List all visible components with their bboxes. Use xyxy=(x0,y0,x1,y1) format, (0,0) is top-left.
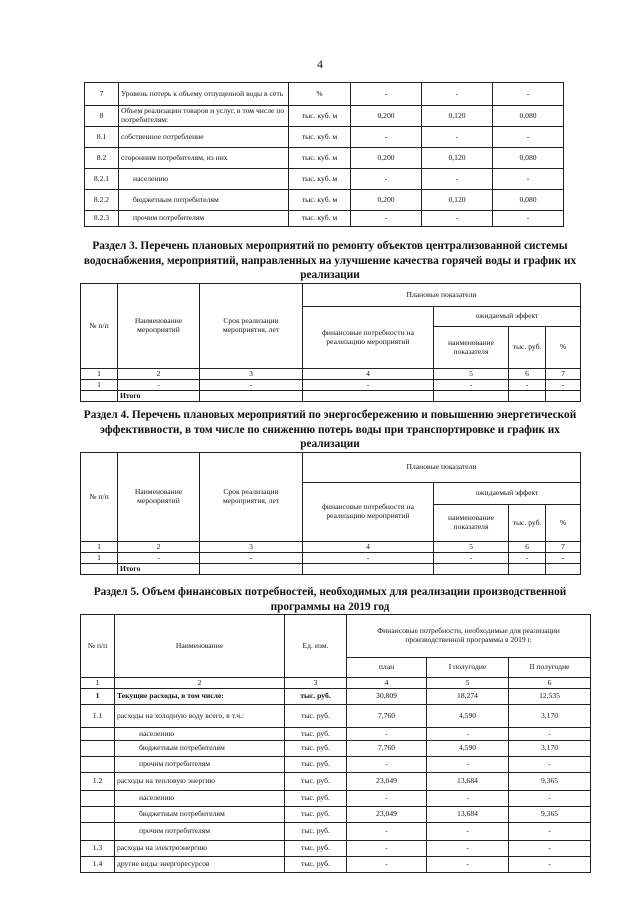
table-row xyxy=(85,211,564,227)
row-number: 8.2.2 xyxy=(85,190,119,211)
cell: - xyxy=(200,380,303,391)
row-name: населению xyxy=(115,791,285,807)
row-name: прочим потребителям xyxy=(115,823,285,841)
row-value: - xyxy=(493,127,564,148)
row-value: 0,080 xyxy=(493,190,564,211)
row-h1: 13,684 xyxy=(427,807,509,823)
cell: 6 xyxy=(509,542,546,553)
row-h2: - xyxy=(509,728,591,741)
table-row xyxy=(85,148,564,169)
header-name: Наименование мероприятий xyxy=(118,453,200,542)
row-value: - xyxy=(493,211,564,227)
cell: - xyxy=(118,553,200,564)
row-unit: тыс. руб. xyxy=(285,791,347,807)
row-number: 8.2 xyxy=(85,148,119,169)
row-value: 0,120 xyxy=(422,190,493,211)
row-h1: - xyxy=(427,728,509,741)
header-term: Срок реализации мероприятия, лет xyxy=(200,284,303,369)
production-volume-table xyxy=(84,82,564,227)
row-h2: - xyxy=(509,857,591,873)
row-name: Текущие расходы, в том числе: xyxy=(115,689,285,705)
row-name: бюджетным потребителям xyxy=(119,190,289,211)
cell: 3 xyxy=(200,542,303,553)
row-unit: тыс. куб. м xyxy=(289,211,351,227)
table-row xyxy=(85,83,564,106)
row-unit: тыс. куб. м xyxy=(289,127,351,148)
header-unit: Ед. изм. xyxy=(285,615,347,678)
row-value: - xyxy=(422,83,493,106)
row-number: 8.2.3 xyxy=(85,211,119,227)
row-number xyxy=(81,791,115,807)
cell: 2 xyxy=(118,369,200,380)
row-number: 8.1 xyxy=(85,127,119,148)
cell: - xyxy=(200,553,303,564)
row-unit: % xyxy=(289,83,351,106)
row-unit: тыс. руб. xyxy=(285,841,347,857)
section3-title: Раздел 3. Перечень плановых мероприятий по ремонту объектов централизованной системы водоснабжения, мероприятий, направленных на улучшение качества горячей воды и график их реализации xyxy=(83,240,577,281)
row-name: населению xyxy=(115,728,285,741)
row-value: - xyxy=(493,83,564,106)
header-fin: Финансовые потребности, необходимые для реализации производственной программы в 2019 г. xyxy=(347,615,591,658)
cell: - xyxy=(509,380,546,391)
column-numbers xyxy=(81,678,591,689)
row-h2: 3,170 xyxy=(509,741,591,757)
row-value: 0,120 xyxy=(422,106,493,127)
table-row xyxy=(81,705,591,728)
table-row xyxy=(85,169,564,190)
total-label: Итого xyxy=(118,564,200,575)
table-row xyxy=(81,757,591,773)
table-row xyxy=(85,190,564,211)
row-h1: 13,684 xyxy=(427,773,509,791)
row-unit: тыс. руб. xyxy=(285,807,347,823)
table-row xyxy=(85,127,564,148)
row-value: 0,080 xyxy=(493,148,564,169)
row-value: - xyxy=(351,211,422,227)
cell: 2 xyxy=(115,678,285,689)
row-value: - xyxy=(351,83,422,106)
row-plan: - xyxy=(347,728,427,741)
row-name: другие виды энергоресурсов xyxy=(115,857,285,873)
header-name: Наименование xyxy=(115,615,285,678)
row-number: 8.2.1 xyxy=(85,169,119,190)
header-effect: ожидаемый эффект xyxy=(434,307,581,327)
row-value: - xyxy=(422,211,493,227)
section5-table xyxy=(80,614,591,873)
row-value: 0,120 xyxy=(422,148,493,169)
row-name: бюджетным потребителям xyxy=(115,807,285,823)
cell: - xyxy=(118,380,200,391)
row-plan: - xyxy=(347,791,427,807)
table-row xyxy=(81,728,591,741)
table-row xyxy=(81,380,581,391)
cell: 1 xyxy=(81,380,118,391)
cell: 1 xyxy=(81,553,118,564)
page-number: 4 xyxy=(317,57,323,71)
row-unit: тыс. руб. xyxy=(285,757,347,773)
cell: - xyxy=(434,380,509,391)
row-unit: тыс. куб. м xyxy=(289,148,351,169)
row-value: 0,080 xyxy=(493,106,564,127)
table-row xyxy=(81,791,591,807)
header-name: Наименование мероприятий xyxy=(118,284,200,369)
row-name: сторонним потребителям, из них xyxy=(119,148,289,169)
section3-table xyxy=(80,283,581,402)
column-numbers xyxy=(81,542,581,553)
row-h1: - xyxy=(427,757,509,773)
row-number: 8 xyxy=(85,106,119,127)
cell: - xyxy=(303,380,434,391)
header-indicator: наименование показателя xyxy=(434,505,509,542)
cell: 6 xyxy=(509,678,591,689)
row-value: - xyxy=(351,127,422,148)
cell: 4 xyxy=(303,369,434,380)
table-row xyxy=(81,773,591,791)
cell: - xyxy=(303,553,434,564)
row-unit: тыс. куб. м xyxy=(289,106,351,127)
row-value: - xyxy=(493,169,564,190)
cell: 1 xyxy=(81,542,118,553)
row-plan: 30,809 xyxy=(347,689,427,705)
row-plan: - xyxy=(347,757,427,773)
cell: 5 xyxy=(434,369,509,380)
row-plan: - xyxy=(347,823,427,841)
row-name: Объем реализации товаров и услуг, в том числе по потребителям: xyxy=(119,106,289,127)
row-plan: - xyxy=(347,857,427,873)
row-value: - xyxy=(422,127,493,148)
row-unit: тыс. куб. м xyxy=(289,190,351,211)
row-name: населению xyxy=(119,169,289,190)
table-row xyxy=(81,807,591,823)
table-row xyxy=(81,823,591,841)
row-name: расходы на тепловую энергию xyxy=(115,773,285,791)
header-h2: II полугодие xyxy=(509,658,591,678)
cell: 1 xyxy=(81,369,118,380)
header-rub: тыс. руб. xyxy=(509,327,546,369)
header-num: № п/п xyxy=(81,453,118,542)
row-unit: тыс. руб. xyxy=(285,857,347,873)
cell: - xyxy=(434,553,509,564)
header-h1: I полугодие xyxy=(427,658,509,678)
total-label: Итого xyxy=(118,391,200,402)
row-number: 7 xyxy=(85,83,119,106)
row-number: 1.1 xyxy=(81,705,115,728)
row-value: - xyxy=(422,169,493,190)
row-plan: 7,760 xyxy=(347,705,427,728)
section5-title: Раздел 5. Объем финансовых потребностей, необходимых для реализации производственной программы на 2019 год xyxy=(93,586,567,613)
row-h1: - xyxy=(427,841,509,857)
row-number xyxy=(81,807,115,823)
row-value: 0,200 xyxy=(351,190,422,211)
row-unit: тыс. руб. xyxy=(285,823,347,841)
row-number xyxy=(81,757,115,773)
row-name: бюджетным потребителям xyxy=(115,741,285,757)
header-effect: ожидаемый эффект xyxy=(434,483,581,505)
row-plan: 23,049 xyxy=(347,807,427,823)
header-indicator: наименование показателя xyxy=(434,327,509,369)
cell: 3 xyxy=(285,678,347,689)
row-name: прочим потребителям xyxy=(119,211,289,227)
row-unit: тыс. руб. xyxy=(285,741,347,757)
section4-title: Раздел 4. Перечень плановых мероприятий по энергосбережению и повышению энергетической эффективности, в том числе по снижению потерь воды при транспортировке и график их реализации xyxy=(83,409,577,450)
row-h1: 4,590 xyxy=(427,741,509,757)
row-name: прочим потребителям xyxy=(115,757,285,773)
header-term: Срок реализации мероприятия, лет xyxy=(200,453,303,542)
cell: 5 xyxy=(434,542,509,553)
row-unit: тыс. руб. xyxy=(285,728,347,741)
row-number xyxy=(81,728,115,741)
cell: - xyxy=(509,553,546,564)
table-row xyxy=(81,741,591,757)
cell: 2 xyxy=(118,542,200,553)
header-num: № п/п xyxy=(81,615,115,678)
cell: 6 xyxy=(509,369,546,380)
row-h1: 4,590 xyxy=(427,705,509,728)
row-h1: - xyxy=(427,823,509,841)
row-unit: тыс. куб. м xyxy=(289,169,351,190)
row-name: расходы на электроэнергию xyxy=(115,841,285,857)
column-numbers xyxy=(81,369,581,380)
row-unit: тыс. руб. xyxy=(285,773,347,791)
header-fin: финансовые потребности на реализацию мероприятий xyxy=(303,307,434,369)
row-number xyxy=(81,741,115,757)
cell: 4 xyxy=(347,678,427,689)
header-pct: % xyxy=(546,327,581,369)
row-unit: тыс. руб. xyxy=(285,705,347,728)
row-h2: 9,365 xyxy=(509,807,591,823)
cell: - xyxy=(546,380,581,391)
row-h1: - xyxy=(427,791,509,807)
row-h2: - xyxy=(509,791,591,807)
row-unit: тыс. руб. xyxy=(285,689,347,705)
cell: 7 xyxy=(546,369,581,380)
row-h2: 3,170 xyxy=(509,705,591,728)
header-pct: % xyxy=(546,505,581,542)
cell: 3 xyxy=(200,369,303,380)
row-plan: 7,760 xyxy=(347,741,427,757)
row-value: 0,200 xyxy=(351,148,422,169)
row-h2: 12,535 xyxy=(509,689,591,705)
row-plan: 23,049 xyxy=(347,773,427,791)
header-fin: финансовые потребности на реализацию мероприятий xyxy=(303,483,434,542)
row-name: собственное потребление xyxy=(119,127,289,148)
row-number xyxy=(81,823,115,841)
row-number: 1.4 xyxy=(81,857,115,873)
table-row xyxy=(81,841,591,857)
cell: - xyxy=(546,553,581,564)
row-h1: 18,274 xyxy=(427,689,509,705)
cell: 7 xyxy=(546,542,581,553)
cell: 4 xyxy=(303,542,434,553)
row-name: Уровень потерь к объему отпущенной воды в сеть xyxy=(119,83,289,106)
cell: 5 xyxy=(427,678,509,689)
row-h2: - xyxy=(509,841,591,857)
row-number: 1.3 xyxy=(81,841,115,857)
row-h2: - xyxy=(509,823,591,841)
section4-table xyxy=(80,452,581,575)
row-plan: - xyxy=(347,841,427,857)
table-row xyxy=(85,106,564,127)
row-value: - xyxy=(351,169,422,190)
header-plan: Плановые показатели xyxy=(303,284,581,307)
row-value: 0,200 xyxy=(351,106,422,127)
row-number: 1 xyxy=(81,689,115,705)
row-h2: 9,365 xyxy=(509,773,591,791)
row-name: расходы на холодную воду всего, в т.ч.: xyxy=(115,705,285,728)
table-row xyxy=(81,553,581,564)
row-h1: - xyxy=(427,857,509,873)
header-plan: Плановые показатели xyxy=(303,453,581,483)
row-h2: - xyxy=(509,757,591,773)
header-plan: план xyxy=(347,658,427,678)
row-number: 1.2 xyxy=(81,773,115,791)
header-rub: тыс. руб. xyxy=(509,505,546,542)
table-row xyxy=(81,857,591,873)
table-row xyxy=(81,689,591,705)
header-num: № п/п xyxy=(81,284,118,369)
cell: 1 xyxy=(81,678,115,689)
